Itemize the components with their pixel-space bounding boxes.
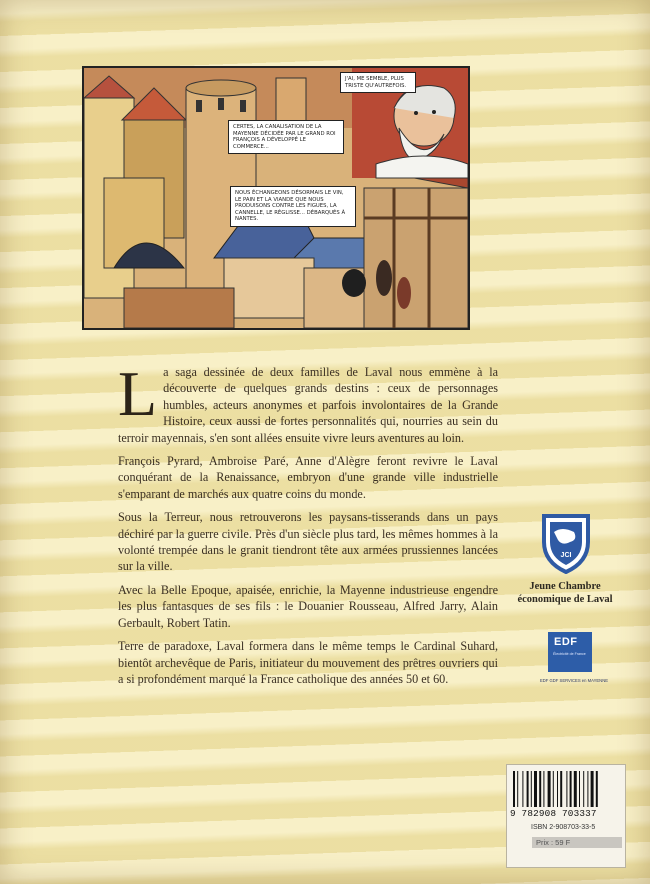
paragraph-renaissance: François Pyrard, Ambroise Paré, Anne d'Alègre feront revivre le Laval conquérant de la Renaissance, embryon d'une grande ville industrielle s'emparant de marchés aux quatre coins du monde. (118, 454, 498, 501)
barcode-bar (557, 771, 558, 807)
barcode-bar (583, 771, 584, 807)
barcode-bar (591, 771, 594, 807)
caption-box-canal: CERTES, LA CANALISATION DE LA MAYENNE DÉCIDÉE PAR LE GRAND ROI FRANÇOIS A DÉVELOPPÉ LE COMMERCE... (228, 120, 344, 154)
barcode-bar (579, 771, 580, 807)
price-label: Prix : 59 F (532, 837, 622, 848)
barcode-bar (522, 771, 523, 807)
barcode-number: 9 782908 703337 (510, 808, 597, 819)
barcode-bar (531, 771, 532, 807)
jci-badge-text: JCI (560, 552, 572, 559)
paragraph-intro-text: a saga dessinée de deux familles de Laval nous emmène à la découverte de quelques grands destins : ceux de personnages humbles, acteurs anonymes et parfois involontaires de la Grande Histoire, ceux aussi de fortes personnalités qui, nourries au sein du terroir mayennais, s'en sont allées ensuite vivre leurs aventures au loin. (118, 365, 498, 445)
speech-bubble-old-man: J'AI, ME SEMBLE, PLUS TRISTE QU'AUTREFOIS. (340, 72, 416, 93)
isbn-number: ISBN 2-908703-33-5 (531, 824, 596, 831)
barcode-bar (587, 771, 588, 807)
paragraph-suhard: Terre de paradoxe, Laval formera dans le même temps le Cardinal Suhard, bientôt archevêque de Paris, initiateur du mouvement des prêtres ouvriers qui a si profondément marqué la France catholique des années 50 et 60. (118, 639, 498, 686)
jci-name-line2: économique de Laval (517, 594, 613, 605)
barcode-bar (570, 771, 572, 807)
edf-logo-text: EDF (554, 636, 578, 648)
barcode-bar (574, 771, 577, 807)
paragraph-terreur: Sous la Terreur, nous retrouverons les paysans-tisserands dans un pays déchiré par la guerre civile. Près d'un siècle plus tard, les mêmes hommes à la volonté trempée dans le granit tiendront tête aux armées prussiennes lancées sur la ville. (118, 510, 498, 574)
edf-logo-subtext: Électricité de France (553, 652, 586, 656)
barcode-bar (596, 771, 598, 807)
barcode-bar (527, 771, 529, 807)
jci-shield-logo (540, 512, 592, 574)
paragraph-belle-epoque: Avec la Belle Epoque, apaisée, enrichie, la Mayenne industrieuse engendre les plus fantasques de ses fils : le Douanier Rousseau, Alfred Jarry, Alain Gerbault, Robert Tatin. (118, 582, 498, 630)
jci-organization-name (500, 580, 630, 606)
barcode-bars (511, 771, 623, 809)
comic-illustration (82, 66, 470, 330)
barcode-bar (560, 771, 562, 807)
jci-name-line1: Jeune Chambre (529, 581, 601, 592)
back-cover-blurb (118, 358, 498, 694)
barcode-bar (517, 771, 518, 807)
edf-caption: EDF GDF SERVICES en MAYENNE (539, 678, 609, 683)
barcode-bar (548, 771, 551, 807)
barcode-bar (566, 771, 567, 807)
barcode-bar (553, 771, 554, 807)
edf-logo (548, 632, 592, 672)
drop-cap-letter: L (118, 358, 158, 429)
barcode-bar (543, 771, 544, 807)
barcode-bar (513, 771, 515, 807)
barcode-bar (539, 771, 541, 807)
caption-box-trade: NOUS ÉCHANGEONS DÉSORMAIS LE VIN, LE PAIN ET LA VIANDE QUE NOUS PRODUISONS CONTRE LES FIGUES, LA CANNELLE, LE RÉGLISSE... DÉBARQUÉS À NANTES. (230, 186, 356, 227)
barcode-bar (534, 771, 537, 807)
paragraph-intro (118, 358, 498, 446)
